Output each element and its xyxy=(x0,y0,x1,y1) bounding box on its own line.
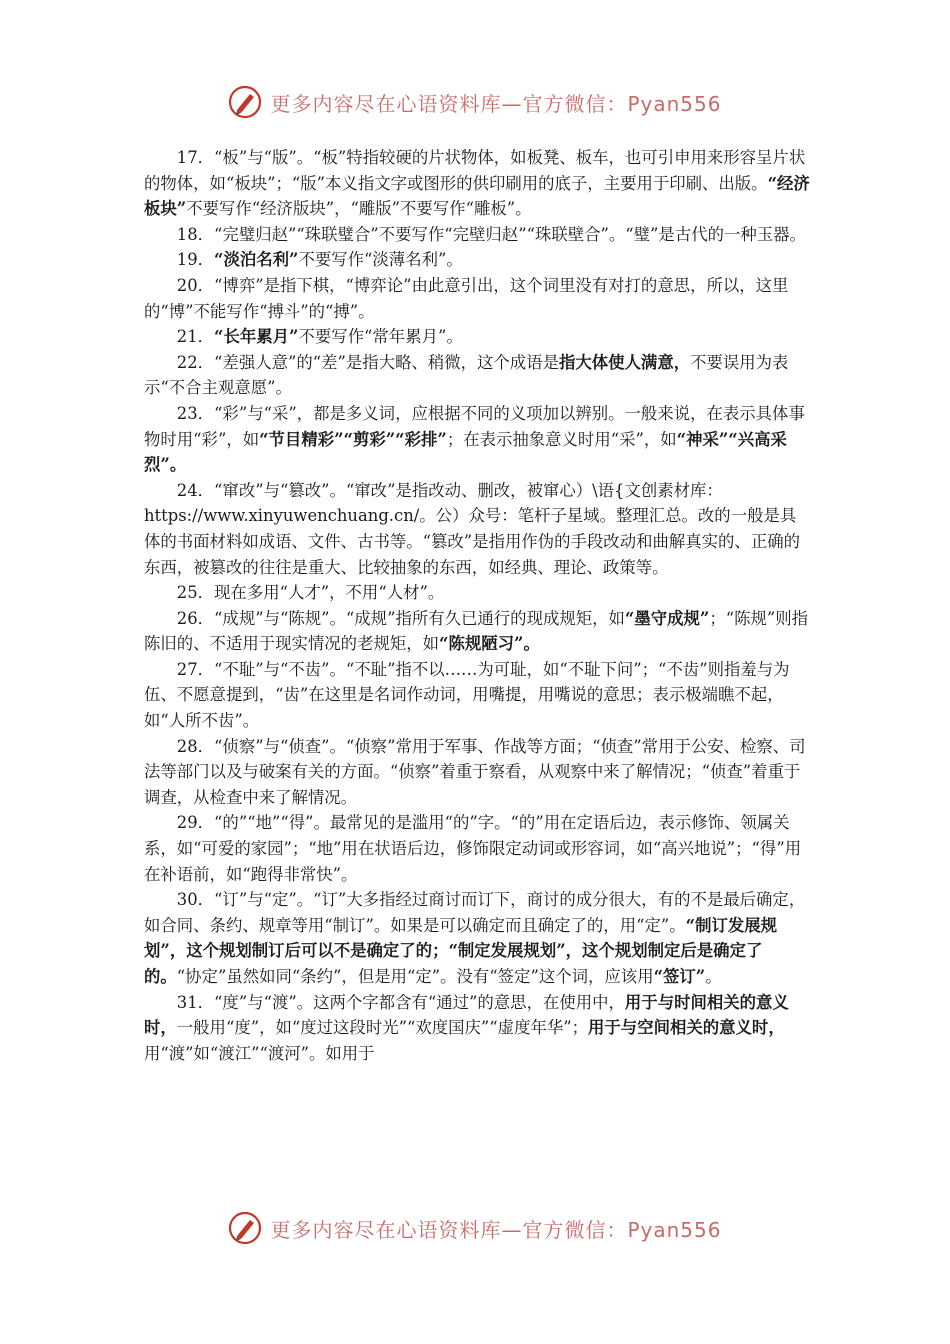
text-run: 一般用“度”，如“度过这段时光”“欢度国庆”“虚度年华”； xyxy=(176,1018,589,1038)
text-run: 30．“订”与“定”。“订”大多指经过商讨而订下，商讨的成分很大，有的不是最后确定，如合同、条约、规章等用“制订”。如果是可以确定而且确定了的，用“定”。 xyxy=(144,890,806,935)
pen-logo-icon xyxy=(228,85,262,119)
text-run: 27．“不耻”与“不齿”。“不耻”指不以……为可耻，如“不耻下问”；“不齿”则指羞与为伍、不愿意提到，“齿”在这里是名词作动词，用嘴提，用嘴说的意思；表示极端瞧不起，如“人所不齿”。 xyxy=(144,659,790,731)
paragraph xyxy=(144,657,812,734)
text-run: 不要误用为表示“不合主观意愿”。 xyxy=(144,352,789,398)
text-run: 用“渡”如“渡江”“渡河”。如用于 xyxy=(144,1043,375,1063)
bold-text: “神采”“兴高采烈”。 xyxy=(144,429,787,475)
header-banner xyxy=(0,82,950,122)
paragraph xyxy=(144,580,812,606)
text-run: 28．“侦察”与“侦查”。“侦察”常用于军事、作战等方面；“侦查”常用于公安、检察、司法等部门以及与破案有关的方面。“侦察”着重于察看，从观察中来了解情况；“侦查”着重于调查，从检查中来了解情况。 xyxy=(144,736,806,807)
paragraph xyxy=(144,734,812,811)
bold-text: “陈规陋习”。 xyxy=(439,634,540,654)
text-run: 22．“差强人意”的“差”是指大略、稍微，这个成语是 xyxy=(176,352,559,372)
text-run: ；在表示抽象意义时用“采”，如 xyxy=(446,429,677,449)
bold-text: 指大体使人满意， xyxy=(558,352,691,372)
paragraph xyxy=(144,222,812,248)
footer-banner xyxy=(0,1208,950,1248)
text-run: “协定”虽然如同“条约”，但是用“定”。没有“签定”这个词，应该用 xyxy=(176,967,654,986)
paragraph xyxy=(144,273,812,324)
text-run: 23．“彩”与“采”，都是多义词，应根据不同的义项加以辨别。一般来说，在表示具体事物时用“彩”，如 xyxy=(144,403,805,449)
text-run: 25．现在多用“人才”，不用“人材”。 xyxy=(176,583,445,603)
paragraph xyxy=(144,810,812,887)
paragraph xyxy=(144,401,812,478)
bold-text: “制订发展规划”，这个规划制订后可以不是确定了的；“制定发展规划”，这个规划制定后是确定了的。 xyxy=(144,915,778,986)
bold-text: “长年累月” xyxy=(214,327,299,347)
text-run: 不要写作“经济版块”，“雕版”不要写作“雕板”。 xyxy=(186,199,532,219)
paragraph xyxy=(144,324,812,350)
paragraph xyxy=(144,478,812,580)
paragraph xyxy=(144,887,812,989)
text-run: 20．“博弈”是指下棋，“博弈论”由此意引出，这个词里没有对打的意思，所以，这里的“博”不能写作“搏斗”的“搏”。 xyxy=(144,275,789,321)
text-run: 31．“度”与“渡”。这两个字都含有“通过”的意思，在使用中， xyxy=(176,992,625,1012)
paragraph xyxy=(144,606,812,657)
text-run: 18．“完璧归赵”“珠联璧合”不要写作“完壁归赵”“珠联壁合”。“璧”是古代的一种玉器。 xyxy=(176,224,806,244)
bold-text: “签订” xyxy=(653,967,706,986)
bold-text: 用于与时间相关的意义时， xyxy=(144,992,789,1038)
text-run: 不要写作“淡薄名利”。 xyxy=(298,250,463,270)
document-body xyxy=(144,145,812,1066)
text-run: 21． xyxy=(176,327,215,347)
paragraph xyxy=(144,247,812,273)
bold-text: “节目精彩”“剪彩”“彩排” xyxy=(259,429,447,449)
bold-text: “经济板块” xyxy=(144,173,810,219)
text-run: 19． xyxy=(176,250,215,270)
bold-text: “墨守成规” xyxy=(624,608,710,628)
text-run: 17．“板”与“版”。“板”特指较硬的片状物体，如板凳、板车，也可引申用来形容呈片状的物体，如“板块”；“版”本义指文字或图形的供印刷用的底子，主要用于印刷、出版。 xyxy=(144,148,806,193)
text-run: 26．“成规”与“陈规”。“成规”指所有久已通行的现成规矩，如 xyxy=(176,608,625,628)
text-run: 24．“窜改”与“篡改”。“窜改”是指改动、删改，被窜心）\语{文创素材库：https://www.xinyuwenchuang.cn/。公）众号：笔杆子星域。整理汇总。改的一般是具体的书面材料如成语、文件、古书等。“篡改”是指用作伪的手段改动和曲解真实的、正确的东西，被篡改的往往是重大、比较抽象的东西，如经典、理论、政策等。 xyxy=(144,480,800,577)
text-run: 29．“的”“地”“得”。最常见的是滥用“的”字。“的”用在定语后边，表示修饰、领属关系，如“可爱的家园”；“地”用在状语后边，修饰限定动词或形容词，如“高兴地说”；“得”用在补语前，如“跑得非常快”。 xyxy=(144,813,802,884)
bold-text: “淡泊名利” xyxy=(214,250,299,270)
banner-text: 更多内容尽在心语资料库—官方微信：Pyan556 xyxy=(270,1217,722,1242)
text-run: 不要写作“常年累月”。 xyxy=(298,327,463,347)
paragraph xyxy=(144,990,812,1067)
paragraph xyxy=(144,145,812,222)
pen-logo-icon xyxy=(228,1211,262,1245)
banner-text: 更多内容尽在心语资料库—官方微信：Pyan556 xyxy=(270,91,722,116)
bold-text: 用于与空间相关的意义时， xyxy=(588,1018,785,1038)
text-run: ；“陈规”则指陈旧的、不适用于现实情况的老规矩，如 xyxy=(144,608,809,654)
paragraph xyxy=(144,350,812,401)
text-run: 。 xyxy=(705,967,722,986)
